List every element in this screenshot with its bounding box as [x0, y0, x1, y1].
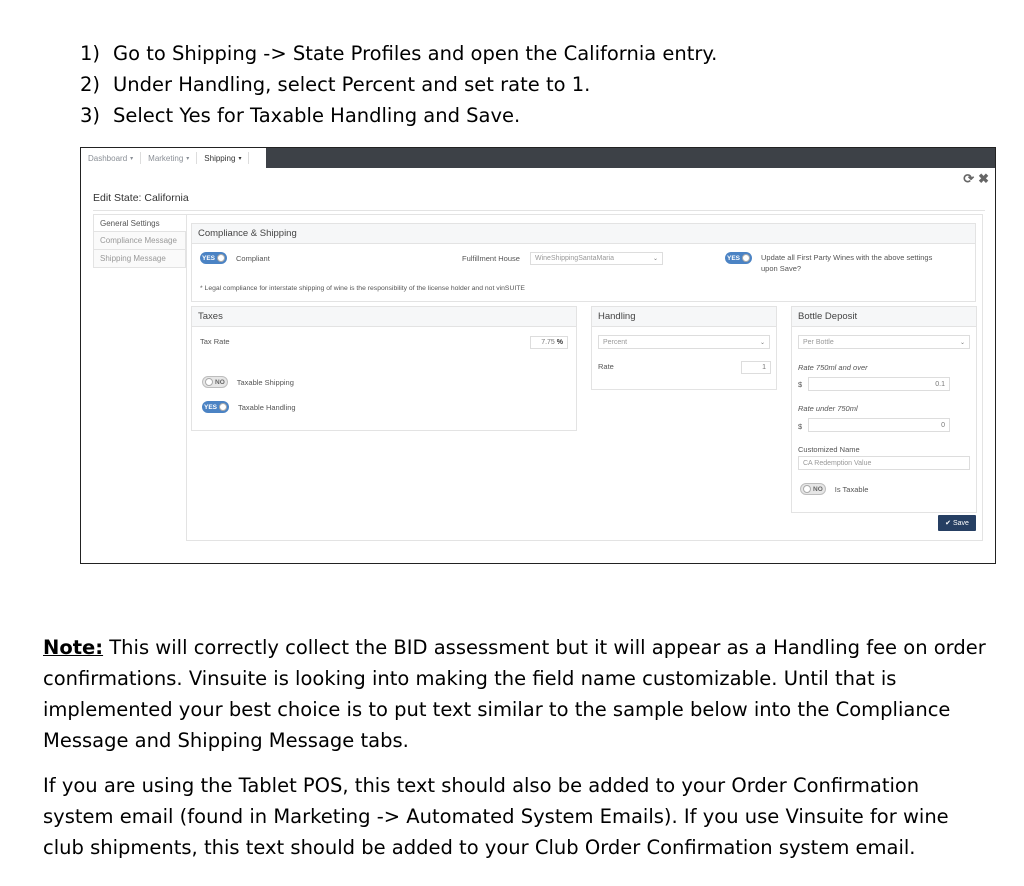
step-number: 1) — [80, 42, 101, 65]
settings-tabs — [93, 214, 186, 268]
taxable-shipping-toggle[interactable] — [202, 376, 228, 388]
tax-rate-value: 7.75 — [541, 339, 555, 346]
deposit-type-value: Per Bottle — [803, 338, 834, 346]
toggle-state: YES — [204, 403, 218, 411]
note-paragraph — [43, 632, 993, 756]
fulfillment-label: Fulfillment House — [462, 254, 520, 263]
instruction-steps — [80, 38, 980, 131]
handling-type-select[interactable] — [598, 335, 770, 349]
step-text: Under Handling, select Percent and set rate to 1. — [113, 73, 591, 96]
note-text: This will correctly collect the BID assessment but it will appear as a Handling fee on order confirmations. Vinsuite is looking into making the field name customizable. Until that is implemented your best choice is to put text similar to the sample below into the Compliance Message and Shipping Message tabs. — [43, 636, 986, 752]
chevron-down-icon: ▾ — [238, 155, 242, 162]
step-text: Select Yes for Taxable Handling and Save. — [113, 104, 521, 127]
taxes-heading: Taxes — [192, 307, 576, 327]
toggle-knob — [219, 403, 227, 411]
compliance-heading: Compliance & Shipping — [192, 224, 975, 244]
pos-paragraph: If you are using the Tablet POS, this text should also be added to your Order Confirmation system email (found in Marketing -> Automated System Emails). If you use Vinsuite for wine club shipments, this text should be added to your Club Order Confirmation system email. — [43, 774, 949, 859]
compliant-toggle[interactable] — [200, 252, 227, 264]
handling-rate-input[interactable] — [741, 361, 771, 374]
handling-rate-label: Rate — [598, 362, 614, 371]
handling-heading: Handling — [592, 307, 776, 327]
legal-note: * Legal compliance for interstate shipping of wine is the responsibility of the license holder and not vinSUITE — [200, 285, 525, 292]
toggle-state: NO — [215, 378, 225, 386]
rate-over-value: 0.1 — [935, 380, 945, 388]
rate-over-input[interactable] — [808, 377, 950, 391]
deposit-taxable-toggle[interactable] — [800, 483, 826, 495]
nav-marketing-label: Marketing — [148, 153, 184, 163]
tax-rate-input[interactable] — [530, 336, 568, 349]
tab-compliance-message[interactable]: Compliance Message — [93, 232, 186, 250]
nav-dashboard[interactable] — [81, 152, 141, 164]
toggle-state: NO — [813, 485, 823, 493]
currency-symbol: $ — [798, 422, 803, 431]
toggle-knob — [742, 254, 750, 262]
window-tools — [963, 171, 989, 187]
nav-shipping-label: Shipping — [204, 153, 236, 163]
step-item — [80, 100, 980, 131]
fulfillment-value: WineShippingSantaMaria — [535, 255, 614, 262]
compliance-panel — [191, 223, 976, 302]
deposit-taxable-label: Is Taxable — [834, 484, 869, 494]
toggle-knob — [803, 485, 811, 493]
chevron-down-icon: ▾ — [186, 155, 190, 162]
chevron-down-icon: ⌄ — [759, 339, 765, 346]
step-text: Go to Shipping -> State Profiles and open the California entry. — [113, 42, 718, 65]
tax-rate-label: Tax Rate — [200, 337, 230, 346]
toggle-knob — [205, 378, 213, 386]
toggle-state: YES — [202, 254, 216, 262]
nav-dashboard-label: Dashboard — [88, 153, 128, 163]
nav-marketing[interactable] — [141, 152, 197, 164]
update-toggle[interactable] — [725, 252, 752, 264]
page-title: Edit State: California — [93, 192, 189, 204]
handling-type-value: Percent — [603, 338, 628, 346]
deposit-type-select[interactable] — [798, 335, 970, 349]
rate-under-label: Rate under 750ml — [798, 404, 858, 413]
toggle-knob — [217, 254, 225, 262]
nav-menu — [81, 148, 266, 168]
chevron-down-icon: ▾ — [130, 155, 134, 162]
handling-rate-value: 1 — [762, 364, 766, 371]
rate-under-input[interactable] — [808, 418, 950, 432]
step-item — [80, 38, 980, 69]
currency-symbol: $ — [798, 380, 803, 389]
fulfillment-select[interactable] — [530, 252, 663, 265]
save-button[interactable] — [938, 515, 976, 531]
close-icon[interactable]: ✖ — [978, 171, 989, 186]
handling-panel — [591, 306, 777, 390]
bottle-deposit-heading: Bottle Deposit — [792, 307, 976, 327]
step-item — [80, 69, 980, 100]
check-icon: ✔ — [945, 520, 951, 527]
step-number: 3) — [80, 104, 101, 127]
taxable-handling-toggle[interactable] — [202, 401, 229, 413]
compliant-label: Compliant — [236, 253, 270, 263]
rate-over-label: Rate 750ml and over — [798, 363, 868, 372]
note-label: Note: — [43, 636, 104, 659]
rate-under-value: 0 — [941, 421, 945, 429]
divider — [93, 210, 985, 211]
nav-shipping[interactable] — [197, 152, 249, 164]
chevron-down-icon: ⌄ — [652, 256, 658, 262]
top-nav-bar — [81, 148, 995, 168]
refresh-icon[interactable]: ⟳ — [963, 171, 975, 186]
save-label: Save — [952, 519, 969, 527]
taxable-handling-label: Taxable Handling — [238, 402, 296, 412]
chevron-down-icon: ⌄ — [959, 339, 965, 346]
tab-general-settings[interactable]: General Settings — [93, 214, 186, 232]
update-label: Update all First Party Wines with the above settings upon Save? — [761, 253, 933, 273]
tab-shipping-message[interactable]: Shipping Message — [93, 250, 186, 268]
step-number: 2) — [80, 73, 101, 96]
taxable-shipping-label: Taxable Shipping — [236, 377, 294, 387]
percent-unit: % — [556, 339, 563, 346]
custom-name-value: CA Redemption Value — [803, 459, 872, 467]
embedded-screenshot — [80, 147, 996, 564]
toggle-state: YES — [727, 254, 741, 262]
custom-name-label: Customized Name — [798, 445, 860, 454]
taxes-panel — [191, 306, 577, 431]
custom-name-input[interactable] — [798, 456, 970, 470]
bottle-deposit-panel — [791, 306, 977, 513]
